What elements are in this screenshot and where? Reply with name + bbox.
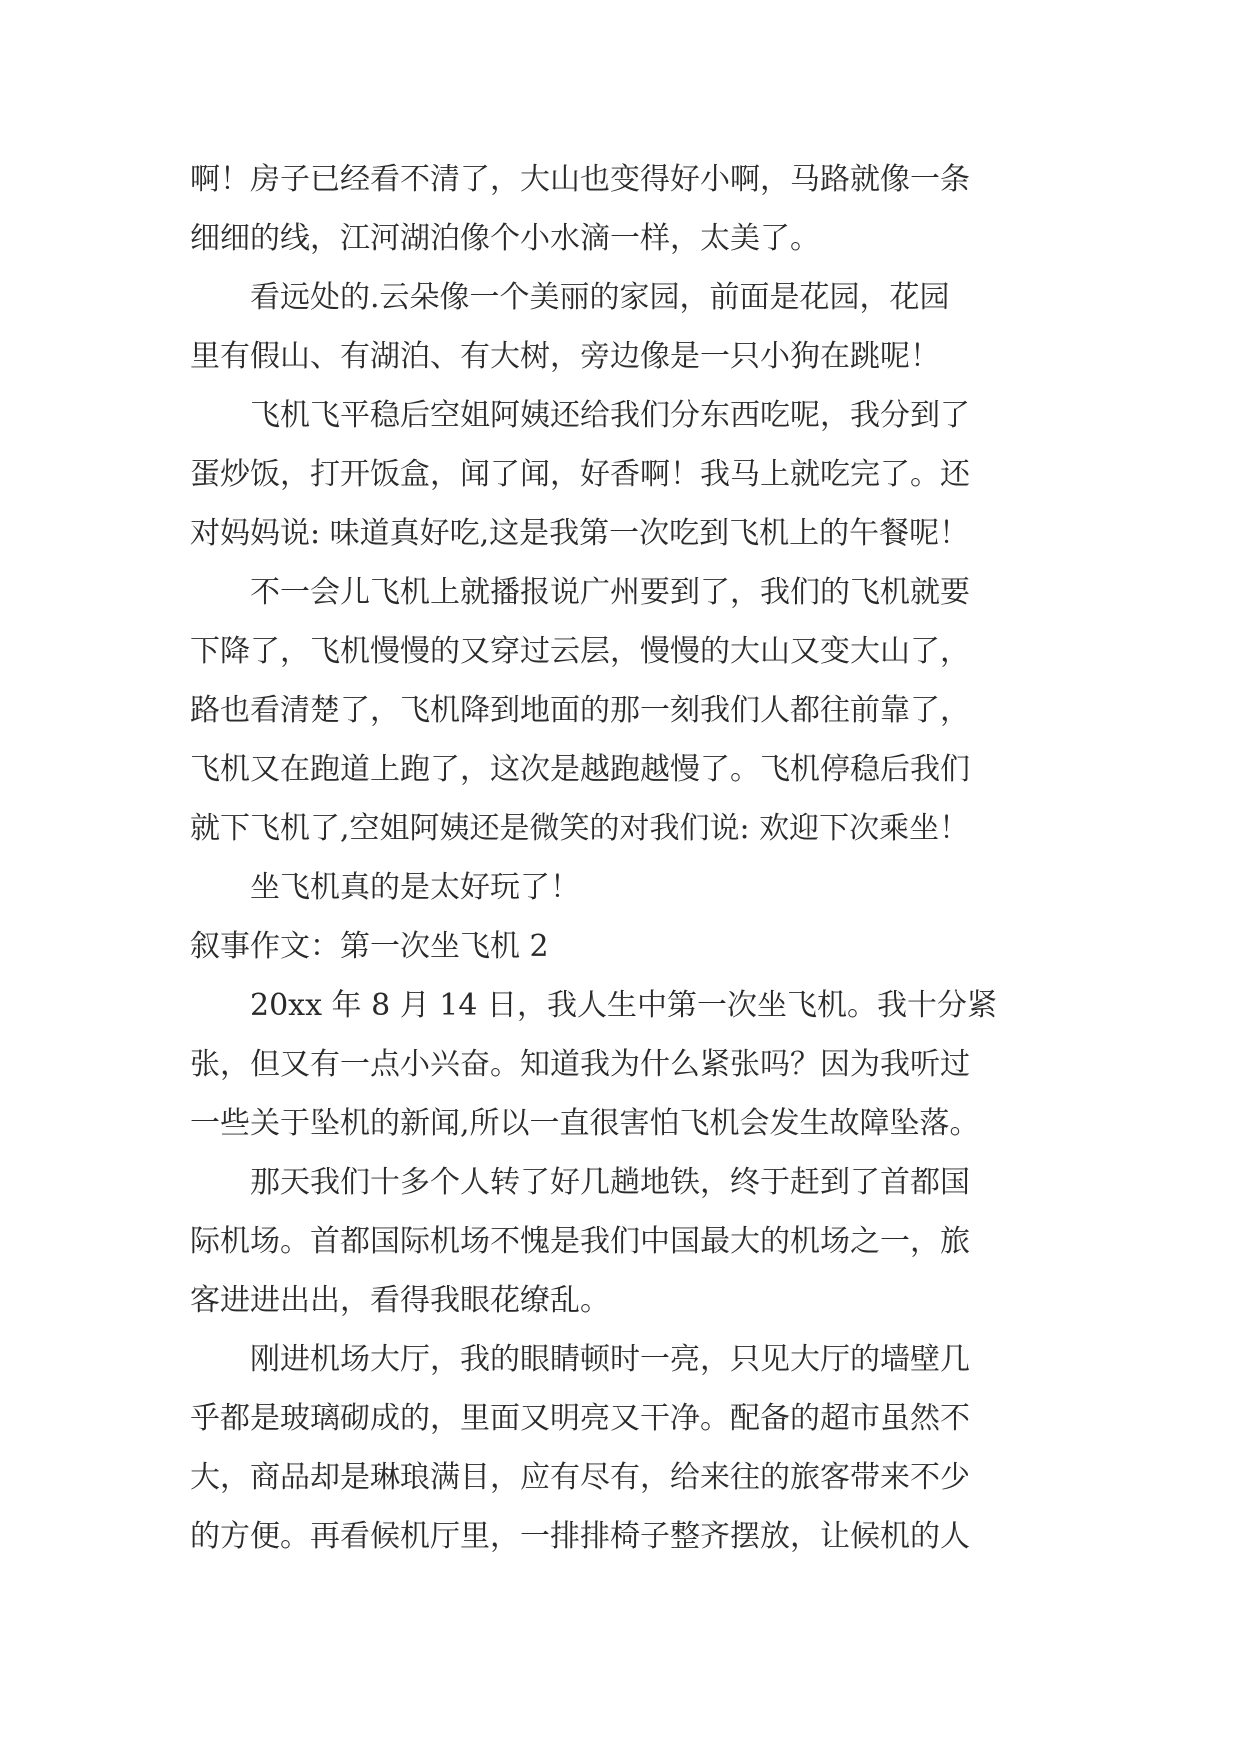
text-line: 细细的线，江河湖泊像个小水滴一样，太美了。: [190, 221, 820, 256]
text-line: 看远处的.云朵像一个美丽的家园，前面是花园，花园: [250, 280, 950, 315]
text-line: 蛋炒饭，打开饭盒，闻了闻，好香啊！我马上就吃完了。还: [190, 457, 970, 492]
text-line: 里有假山、有湖泊、有大树，旁边像是一只小狗在跳呢！: [190, 339, 940, 374]
text-line: 乎都是玻璃砌成的，里面又明亮又干净。配备的超市虽然不: [190, 1401, 970, 1436]
text-line: 飞机飞平稳后空姐阿姨还给我们分东西吃呢，我分到了: [250, 398, 970, 433]
text-line: 的方便。再看候机厅里，一排排椅子整齐摆放，让候机的人: [190, 1519, 970, 1554]
document-body: [190, 150, 1070, 1566]
text-line: 一些关于坠机的新闻,所以一直很害怕飞机会发生故障坠落。: [190, 1106, 980, 1141]
text-line: 刚进机场大厅，我的眼睛顿时一亮，只见大厅的墙壁几: [250, 1342, 970, 1377]
text-line: 啊！房子已经看不清了，大山也变得好小啊，马路就像一条: [190, 162, 970, 197]
text-line: 不一会儿飞机上就播报说广州要到了，我们的飞机就要: [250, 575, 970, 610]
text-line: 下降了，飞机慢慢的又穿过云层，慢慢的大山又变大山了，: [190, 634, 970, 669]
text-line: 客进进出出，看得我眼花缭乱。: [190, 1283, 610, 1318]
text-line: 那天我们十多个人转了好几趟地铁，终于赶到了首都国: [250, 1165, 970, 1200]
text-line: 就下飞机了,空姐阿姨还是微笑的对我们说: 欢迎下次乘坐！: [190, 811, 970, 846]
section-heading: 叙事作文：第一次坐飞机 2: [190, 929, 549, 964]
text-line: 路也看清楚了，飞机降到地面的那一刻我们人都往前靠了，: [190, 693, 970, 728]
text-line: 对妈妈说: 味道真好吃,这是我第一次吃到飞机上的午餐呢！: [190, 516, 970, 551]
text-line: 坐飞机真的是太好玩了！: [250, 870, 580, 905]
text-line: 飞机又在跑道上跑了，这次是越跑越慢了。飞机停稳后我们: [190, 752, 970, 787]
text-line: 20xx 年 8 月 14 日，我人生中第一次坐飞机。我十分紧: [250, 988, 997, 1023]
text-line: 大，商品却是琳琅满目，应有尽有，给来往的旅客带来不少: [190, 1460, 970, 1495]
text-line: 际机场。首都国际机场不愧是我们中国最大的机场之一，旅: [190, 1224, 970, 1259]
text-line: 张，但又有一点小兴奋。知道我为什么紧张吗？因为我听过: [190, 1047, 970, 1082]
